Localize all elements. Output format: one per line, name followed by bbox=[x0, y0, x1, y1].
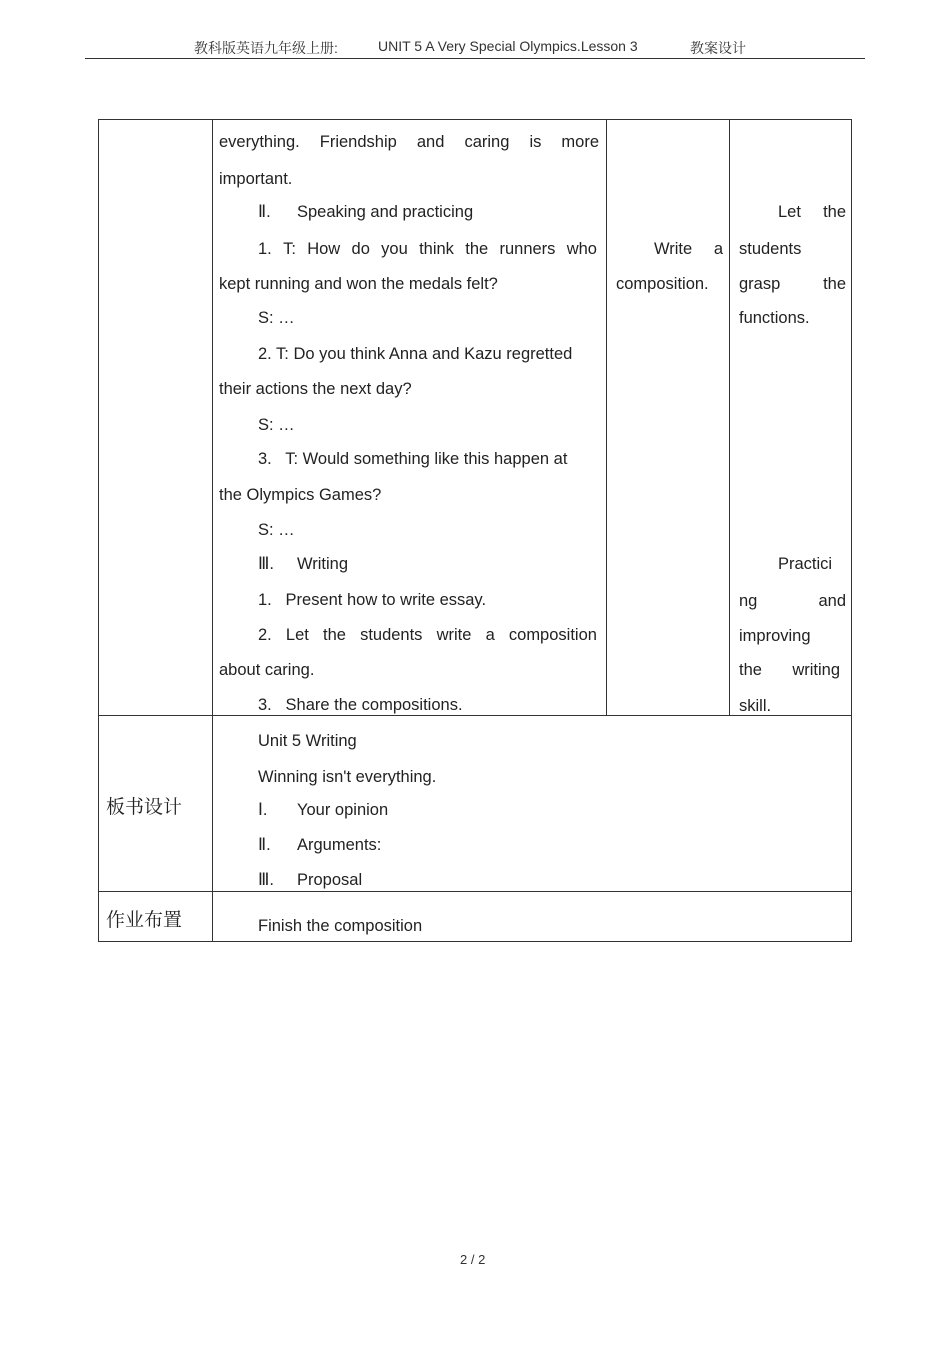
board-item-number: Ⅱ. bbox=[258, 836, 271, 854]
continued-text-line: important. bbox=[219, 170, 293, 188]
student-answer: S: … bbox=[258, 521, 295, 539]
purpose-text: skill. bbox=[739, 697, 772, 715]
homework-label: 作业布置 bbox=[106, 909, 183, 931]
purpose-text: ng and bbox=[739, 592, 846, 610]
student-answer: S: … bbox=[258, 416, 295, 434]
section-number: Ⅱ. bbox=[258, 203, 271, 221]
purpose-text: Practici bbox=[778, 555, 833, 573]
writing-step: about caring. bbox=[219, 661, 315, 679]
board-item-text: Proposal bbox=[297, 871, 363, 889]
board-item-text: Your opinion bbox=[297, 801, 389, 819]
purpose-text: improving bbox=[739, 627, 811, 645]
board-item-text: Arguments: bbox=[297, 836, 382, 854]
question-line: their actions the next day? bbox=[219, 380, 412, 398]
board-item-number: Ⅰ. bbox=[258, 801, 268, 819]
question-line: kept running and won the medals felt? bbox=[219, 275, 498, 293]
question-line: 1. T: How do you think the runners who bbox=[258, 240, 597, 258]
question-line: 3. T: Would something like this happen at bbox=[258, 450, 568, 468]
question-line: the Olympics Games? bbox=[219, 486, 382, 504]
continued-text-line: everything. Friendship and caring is more bbox=[219, 133, 599, 151]
section-title: Writing bbox=[297, 555, 349, 573]
writing-step: 3. Share the compositions. bbox=[258, 696, 463, 714]
table-col-divider bbox=[729, 119, 730, 715]
table-col-divider bbox=[212, 119, 213, 942]
header-book-title: 教科版英语九年级上册: bbox=[194, 40, 338, 56]
purpose-text: grasp the bbox=[739, 275, 846, 293]
board-title: Unit 5 Writing bbox=[258, 732, 357, 750]
page-number: 2 / 2 bbox=[460, 1252, 486, 1267]
board-subtitle: Winning isn't everything. bbox=[258, 768, 437, 786]
table-border-right bbox=[851, 119, 852, 942]
board-item-number: Ⅲ. bbox=[258, 871, 274, 889]
student-answer: S: … bbox=[258, 309, 295, 327]
header-rule bbox=[85, 58, 865, 59]
purpose-text: students bbox=[739, 240, 802, 258]
section-title: Speaking and practicing bbox=[297, 203, 474, 221]
header-doc-type: 教案设计 bbox=[690, 40, 746, 56]
purpose-text: Let the bbox=[778, 203, 846, 221]
homework-text: Finish the composition bbox=[258, 917, 423, 935]
writing-step: 2. Let the students write a composition bbox=[258, 626, 597, 644]
purpose-text: the writing bbox=[739, 661, 840, 679]
activity-text: Write a bbox=[654, 240, 723, 258]
table-border-left bbox=[98, 119, 99, 942]
header-unit-title: UNIT 5 A Very Special Olympics.Lesson 3 bbox=[378, 38, 638, 54]
writing-step: 1. Present how to write essay. bbox=[258, 591, 487, 609]
purpose-text: functions. bbox=[739, 309, 810, 327]
section-number: Ⅲ. bbox=[258, 555, 274, 573]
activity-text: composition. bbox=[616, 275, 709, 293]
question-line: 2. T: Do you think Anna and Kazu regretted bbox=[258, 345, 573, 363]
board-design-label: 板书设计 bbox=[106, 796, 183, 818]
table-col-divider bbox=[606, 119, 607, 715]
